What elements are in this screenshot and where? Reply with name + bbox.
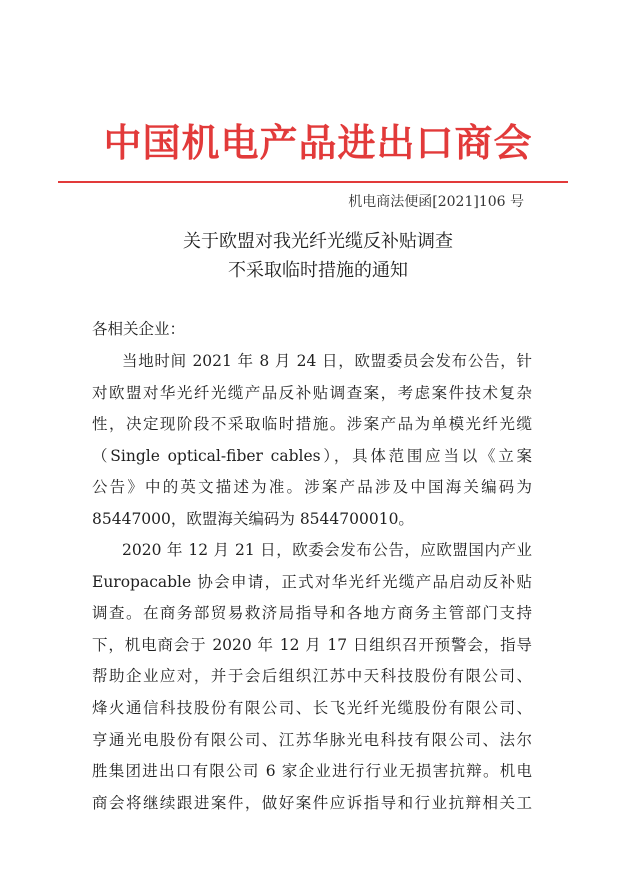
document-title-line-2: 不采取临时措施的通知: [228, 260, 408, 281]
paragraph-line: 亨通光电股份有限公司、江苏华脉光电科技有限公司、法尔: [92, 730, 532, 749]
organization-letterhead: 中国机电产品进出口商会: [103, 121, 533, 165]
paragraph-1: [92, 346, 532, 536]
paragraph-line: 对欧盟对华光纤光缆产品反补贴调查案，考虑案件技术复杂: [92, 383, 532, 402]
document-title-line-1: 关于欧盟对我光纤光缆反补贴调查: [183, 231, 453, 252]
paragraph-line: 性，决定现阶段不采取临时措施。涉案产品为单模光纤光缆: [92, 415, 532, 434]
paragraph-line: 调查。在商务部贸易救济局指导和各地方商务主管部门支持: [92, 604, 532, 623]
salutation-text: 各相关企业：: [92, 320, 186, 338]
paragraph-line: 商会将继续跟进案件，做好案件应诉指导和行业抗辩相关工: [92, 793, 532, 812]
paragraph-line: 烽火通信科技股份有限公司、长飞光纤光缆股份有限公司、: [92, 698, 532, 717]
paragraph-line: 胜集团进出口有限公司 6 家企业进行行业无损害抗辩。机电: [92, 762, 532, 781]
paragraph-line: （Single optical-fiber cables），具体范围应当以《立案: [92, 446, 532, 465]
paragraph-line: 当地时间 2021 年 8 月 24 日，欧盟委员会发布公告，针: [122, 352, 532, 370]
paragraph-line: 公告》中的英文描述为准。涉案产品涉及中国海关编码为: [92, 478, 532, 497]
paragraph-2: [92, 535, 532, 819]
document-number: 机电商法便函[2021]106 号: [348, 194, 524, 210]
paragraph-line: 2020 年 12 月 21 日，欧委会发布公告，应欧盟国内产业: [122, 541, 532, 559]
paragraph-line: 下，机电商会于 2020 年 12 月 17 日组织召开预警会，指导: [92, 635, 532, 654]
paragraph-line: 帮助企业应对，并于会后组织江苏中天科技股份有限公司、: [92, 667, 532, 686]
paragraph-line: Europacable 协会申请，正式对华光纤光缆产品启动反补贴: [92, 572, 532, 591]
letterhead-divider: [58, 181, 568, 183]
salutation: [92, 314, 532, 346]
paragraph-line: 85447000，欧盟海关编码为 8544700010。: [92, 509, 414, 528]
